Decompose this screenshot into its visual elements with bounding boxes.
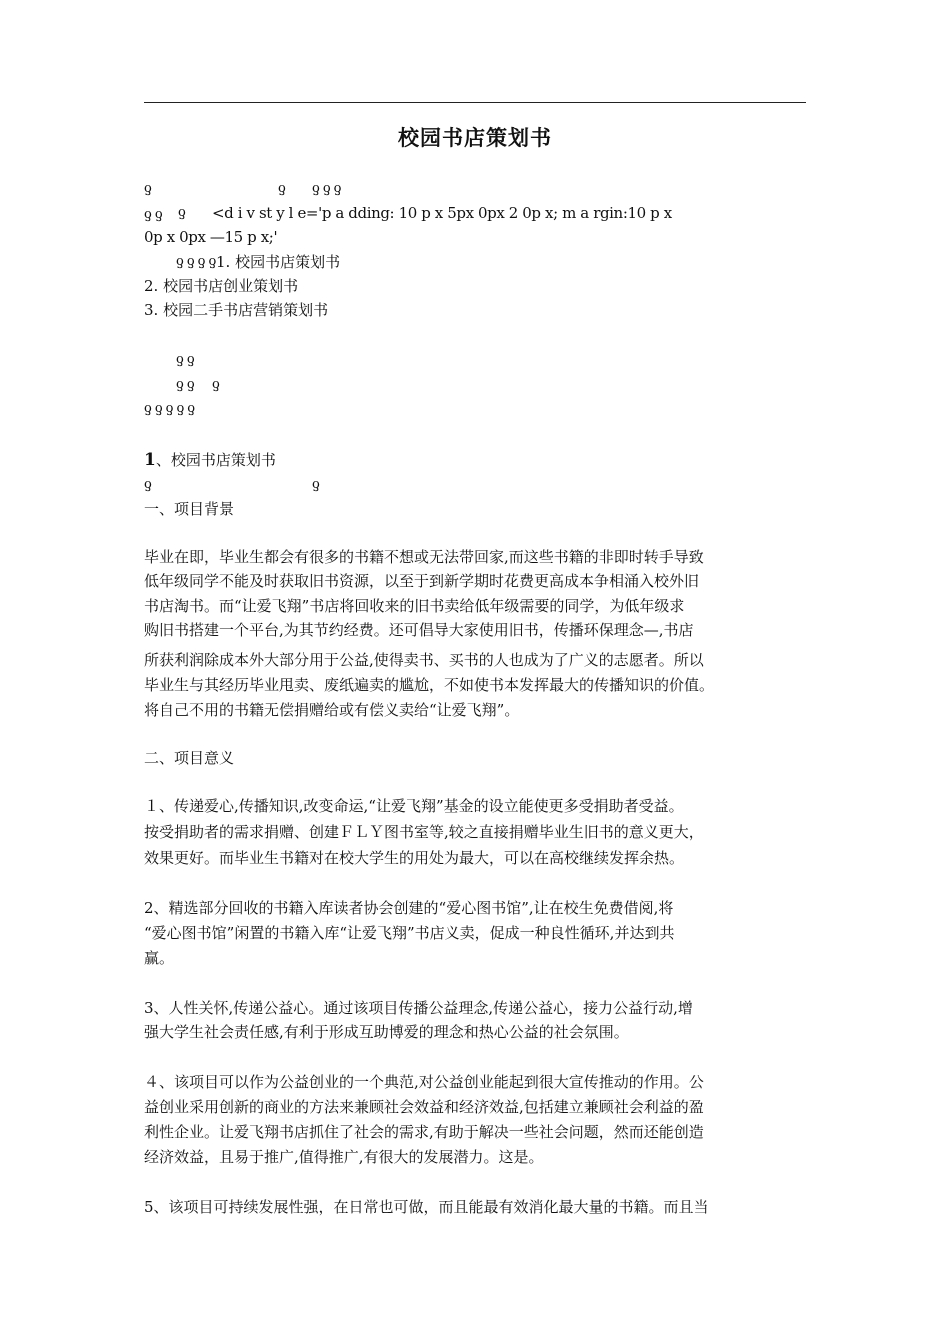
toc-item-label: 1. 校园书店策划书 — [216, 253, 341, 271]
paragraph-line: 毕业生与其经历毕业甩卖、废纸遍卖的尴尬，不如使书本发挥最大的传播知识的价值。 — [144, 676, 715, 694]
toc-item: 2. 校园书店创业策划书 — [144, 277, 299, 295]
code-fragment: <d i v st y l e='p a dding: 10 p x 5px 0px 2 0p x; m a rgin:10 p x — [212, 204, 672, 222]
paragraph-line: 3、人性关怀,传递公益心。通过该项目传播公益理念,传递公益心，接力公益行动,增 — [144, 999, 693, 1017]
paragraph-line: 5、该项目可持续发展性强，在日常也可做，而且能最有效消化最大量的书籍。而且当 — [144, 1198, 709, 1216]
glyph: ƍ — [178, 205, 189, 220]
paragraph-line: 利性企业。让爱飞翔书店抓住了社会的需求,有助于解决一些社会问题，然而还能创造 — [144, 1123, 704, 1141]
paragraph-line: 强大学生社会责任感,有利于形成互助博爱的理念和热心公益的社会氛围。 — [144, 1023, 629, 1041]
paragraph-line: 2、精选部分回收的书籍入库读者协会创建的“爱心图书馆”,让在校生免费借阅,将 — [144, 899, 674, 917]
paragraph-line: １、传递爱心,传播知识,改变命运,“让爱飞翔”基金的设立能使更多受捐助者受益。 — [144, 797, 684, 815]
paragraph-line: 所获利润除成本外大部分用于公益,使得卖书、买书的人也成为了广义的志愿者。所以 — [144, 651, 704, 669]
glyph: ƍƍƍ — [312, 181, 345, 196]
paragraph-line: 益创业采用创新的商业的方法来兼顾社会效益和经济效益,包括建立兼顾社会利益的盈 — [144, 1098, 704, 1116]
paragraph-line: ４、该项目可以作为公益创业的一个典范,对公益创业能起到很大宣传推动的作用。公 — [144, 1073, 704, 1091]
glyph-row — [144, 473, 816, 497]
glyph: ƍ — [278, 181, 289, 196]
glyph: ƍ — [212, 377, 223, 392]
code-line: 0p x 0px —15 p x;' — [144, 228, 278, 246]
paragraph-line: 赢。 — [144, 949, 175, 967]
toc-item: 3. 校园二手书店营销策划书 — [144, 301, 329, 319]
glyph: ƍƍ — [176, 352, 198, 367]
paragraph-line: 将自己不用的书籍无偿捐赠给或有偿义卖给“让爱飞翔”。 — [144, 701, 520, 719]
section-title: 、校园书店策划书 — [155, 451, 276, 469]
section-heading — [144, 448, 816, 472]
paragraph-line: 低年级同学不能及时获取旧书资源，以至于到新学期时花费更高成本争相涌入校外旧 — [144, 572, 700, 590]
paragraph-line: 效果更好。而毕业生书籍对在校大学生的用处为最大，可以在高校继续发挥余热。 — [144, 849, 685, 867]
glyph: ƍƍ — [144, 207, 166, 222]
paragraph-line: “爱心图书馆”闲置的书籍入库“让爱飞翔”书店义卖，促成一种良性循环,并达到共 — [144, 924, 675, 942]
paragraph-line: 按受捐助者的需求捐赠、创建ＦＬＹ图书室等,较之直接捐赠毕业生旧书的意义更大， — [144, 823, 704, 841]
paragraph-line: 经济效益，且易于推广,值得推广,有很大的发展潜力。这是。 — [144, 1148, 544, 1166]
document-title: 校园书店策划书 — [398, 125, 552, 150]
glyph: ƍ — [144, 477, 155, 492]
paragraph-line: 书店淘书。而“让爱飞翔”书店将回收来的旧书卖给低年级需要的同学，为低年级求 — [144, 597, 685, 615]
code-line — [144, 201, 816, 227]
glyph-row — [144, 177, 816, 201]
paragraph-line: 购旧书搭建一个平台,为其节约经费。还可倡导大家使用旧书，传播环保理念—,书店 — [144, 621, 694, 639]
glyph: ƍƍ — [176, 377, 198, 392]
paragraph-line: 毕业在即，毕业生都会有很多的书籍不想或无法带回家,而这些书籍的非即时转手导致 — [144, 548, 704, 566]
glyph: ƍ — [144, 181, 155, 196]
section-number: 1 — [144, 450, 156, 470]
glyph-row: ƍƍƍƍƍ — [144, 401, 199, 416]
header-rule — [144, 102, 806, 103]
subheading: 二、项目意义 — [144, 749, 235, 767]
glyph: ƍƍƍƍ — [176, 254, 220, 269]
glyph: ƍ — [312, 477, 323, 492]
subheading: 一、项目背景 — [144, 500, 235, 518]
